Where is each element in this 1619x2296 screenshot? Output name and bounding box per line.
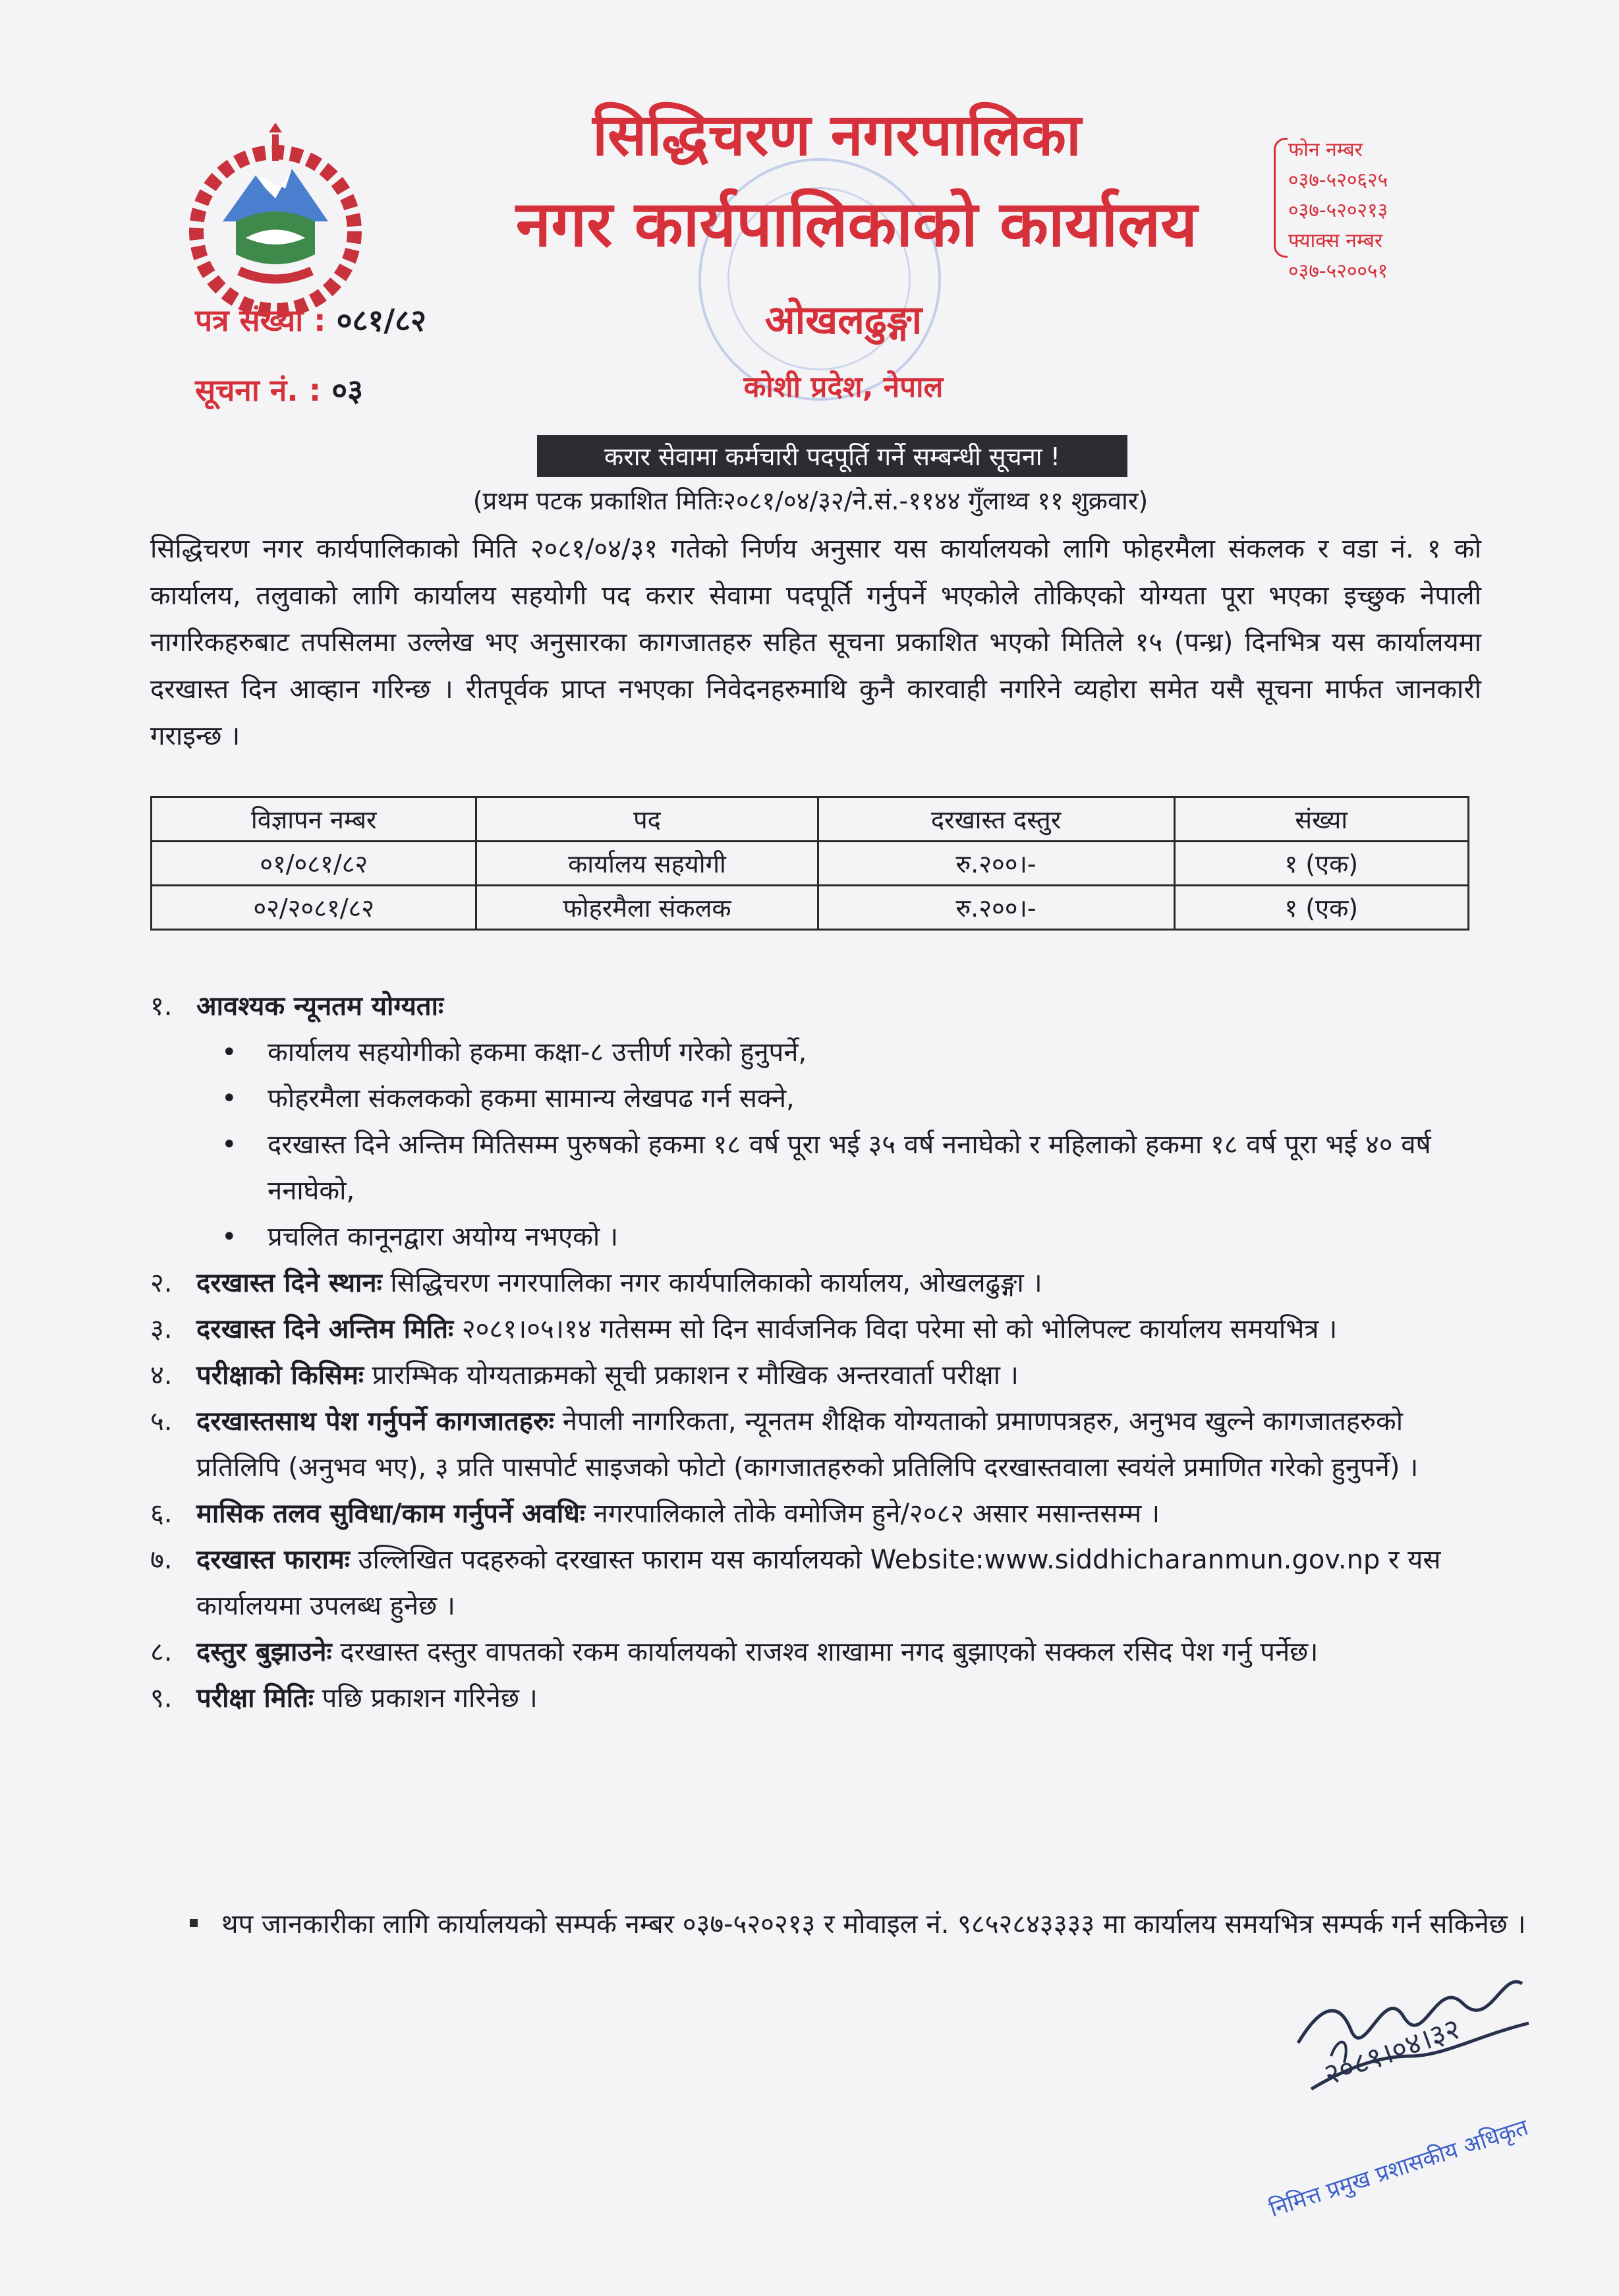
fax-number: ०३७-५२००५१ bbox=[1288, 260, 1388, 283]
office-location: ओखलढुङ्गा bbox=[764, 297, 923, 343]
notice-title-bar bbox=[537, 435, 1127, 477]
letter-number bbox=[195, 301, 426, 340]
table-header-row bbox=[152, 797, 1469, 842]
letter-number-label: पत्र संख्या : bbox=[195, 302, 326, 338]
header-count: संख्या bbox=[1174, 797, 1469, 842]
contact-footnote bbox=[185, 1901, 1533, 1948]
cell-count: १ (एक) bbox=[1174, 886, 1469, 930]
requirement-text: पछि प्रकाशन गरिनेछ । bbox=[322, 1683, 538, 1713]
requirement-number: ७. bbox=[150, 1545, 173, 1575]
header-post: पद bbox=[476, 797, 818, 842]
requirement-heading: दरखास्त दिने स्थानः bbox=[196, 1268, 382, 1298]
header-advert-number: विज्ञापन नम्बर bbox=[152, 797, 476, 842]
requirement-heading: परीक्षा मितिः bbox=[196, 1683, 314, 1713]
cell-advert-number: ०१/०८१/८२ bbox=[152, 842, 476, 886]
square-bullet-icon bbox=[190, 1919, 198, 1927]
table-row bbox=[152, 886, 1469, 930]
requirement-number: ३. bbox=[150, 1314, 173, 1344]
requirement-1 bbox=[150, 983, 1494, 1260]
cell-fee: रु.२००।- bbox=[818, 886, 1174, 930]
header-fee: दरखास्त दस्तुर bbox=[818, 797, 1174, 842]
vacancy-table bbox=[150, 796, 1469, 931]
requirement-number: २. bbox=[150, 1268, 173, 1298]
notice-number-value: ०३ bbox=[331, 372, 364, 408]
signing-authority: निमित्त प्रमुख प्रशासकीय अधिकृत bbox=[1266, 2113, 1532, 2223]
notice-number-label: सूचना नं. : bbox=[195, 372, 322, 408]
requirement-number: १. bbox=[150, 991, 173, 1021]
requirement-2 bbox=[150, 1260, 1494, 1306]
notice-paragraph: सिद्धिचरण नगर कार्यपालिकाको मिति २०८१/०४/३१ गतेको निर्णय अनुसार यस कार्यालयको लागि फोहरमैला संकलक र वडा नं. १ को कार्यालय, तलुवाको लागि कार्यालय सहयोगी पद करार सेवामा पदपूर्ति गर्नुपर्ने भएकोले तोकिएको योग्यता पूरा भएका इच्छुक नेपाली नागरिकहरुबाट तपसिलमा उल्लेख भए अनुसारका कागजातहरु सहित सूचना प्रकाशित भएको मितिले १५ (पन्ध्र) दिनभित्र यस कार्यालयमा दरखास्त दिन आव्हान गरिन्छ । रीतपूर्वक प्राप्त नभएका निवेदनहरुमाथि कुनै कारवाही नगरिने व्यहोरा समेत यसै सूचना मार्फत जानकारी गराइन्छ । bbox=[150, 534, 1481, 751]
requirement-text: नगरपालिकाले तोके वमोजिम हुने/२०८२ असार मसान्तसम्म । bbox=[593, 1499, 1160, 1529]
requirement-number: ९. bbox=[150, 1683, 173, 1713]
requirement-7 bbox=[150, 1537, 1494, 1629]
requirement-4 bbox=[150, 1352, 1494, 1398]
cell-post: कार्यालय सहयोगी bbox=[476, 842, 818, 886]
footnote-text: थप जानकारीका लागि कार्यालयको सम्पर्क नम्बर ०३७-५२०२१३ र मोवाइल नं. ९८५२८४३३३३ मा कार्यालय समयभित्र सम्पर्क गर्न सकिनेछ । bbox=[221, 1909, 1526, 1939]
notice-number bbox=[195, 370, 363, 410]
requirement-heading: दरखास्त फारामः bbox=[196, 1545, 350, 1575]
province-name: कोशी प्रदेश, नेपाल bbox=[743, 370, 944, 404]
list-item: • प्रचलित कानूनद्वारा अयोग्य नभएको । bbox=[268, 1214, 1494, 1260]
requirement-6 bbox=[150, 1491, 1494, 1537]
requirement-text: दरखास्त दस्तुर वापतको रकम कार्यालयको राजश्व शाखामा नगद बुझाएको सक्कल रसिद पेश गर्नु पर्नेछ। bbox=[340, 1637, 1319, 1667]
published-date: (प्रथम पटक प्रकाशित मितिः२०८१/०४/३२/ने.सं.-११४४ गुँलाथ्व ११ शुक्रवार) bbox=[472, 486, 1149, 515]
cell-count: १ (एक) bbox=[1174, 842, 1469, 886]
requirement-5 bbox=[150, 1398, 1494, 1491]
requirement-number: ४. bbox=[150, 1360, 173, 1391]
requirement-number: ६. bbox=[150, 1499, 173, 1529]
requirement-number: ८. bbox=[150, 1637, 173, 1667]
notice-title: करार सेवामा कर्मचारी पदपूर्ति गर्ने सम्बन्धी सूचना ! bbox=[604, 442, 1060, 471]
cell-fee: रु.२००।- bbox=[818, 842, 1174, 886]
requirement-heading: परीक्षाको किसिमः bbox=[196, 1360, 364, 1391]
requirement-text: नेपाली नागरिकता, न्यूनतम शैक्षिक योग्यताको प्रमाणपत्रहरु, अनुभव खुल्ने कागजातहरुको प्रतिलिपि (अनुभव भए), ३ प्रति पासपोर्ट साइजको फोटो (कागजातहरुको प्रतिलिपि दरखास्तवाला स्वयंले प्रमाणित गरेको हुनुपर्ने) । bbox=[196, 1406, 1419, 1483]
requirement-8 bbox=[150, 1629, 1494, 1675]
contact-block bbox=[1288, 135, 1512, 287]
requirement-number: ५. bbox=[150, 1406, 173, 1437]
phone-number-2: ०३७-५२०२१३ bbox=[1288, 199, 1388, 222]
requirement-heading: दरखास्तसाथ पेश गर्नुपर्ने कागजातहरुः bbox=[196, 1406, 555, 1437]
requirement-heading: दस्तुर बुझाउनेः bbox=[196, 1637, 332, 1667]
requirements-list bbox=[150, 983, 1494, 1721]
qualification-bullets bbox=[196, 1029, 1494, 1260]
list-item: • फोहरमैला संकलकको हकमा सामान्य लेखपढ गर्न सक्ने, bbox=[268, 1076, 1494, 1122]
nepal-emblem-icon bbox=[177, 123, 374, 320]
list-item: • कार्यालय सहयोगीको हकमा कक्षा-८ उत्तीर्ण गरेको हुनुपर्ने, bbox=[268, 1029, 1494, 1076]
list-item: • दरखास्त दिने अन्तिम मितिसम्म पुरुषको हकमा १८ वर्ष पूरा भई ३५ वर्ष ननाघेको र महिलाको हकमा १८ वर्ष पूरा भई ४० वर्ष ननाघेको, bbox=[268, 1122, 1494, 1214]
requirement-9 bbox=[150, 1675, 1494, 1721]
organization-name: सिद्धिचरण नगरपालिका bbox=[592, 101, 1081, 169]
cell-advert-number: ०२/२०८१/८२ bbox=[152, 886, 476, 930]
phone-number-1: ०३७-५२०६२५ bbox=[1288, 169, 1388, 192]
office-name: नगर कार्यपालिकाको कार्यालय bbox=[515, 187, 1198, 261]
requirement-text: २०८१।०५।१४ गतेसम्म सो दिन सार्वजनिक विदा परेमा सो को भोलिपल्ट कार्यालय समयभित्र । bbox=[461, 1314, 1338, 1344]
signature-date: २०८१।०४।३२ bbox=[1319, 2011, 1465, 2092]
phone-label: फोन नम्बर bbox=[1288, 138, 1363, 161]
requirement-heading: दरखास्त दिने अन्तिम मितिः bbox=[196, 1314, 454, 1344]
cell-post: फोहरमैला संकलक bbox=[476, 886, 818, 930]
requirement-heading: आवश्यक न्यूनतम योग्यताः bbox=[196, 991, 444, 1021]
brace-decoration bbox=[1274, 138, 1288, 258]
requirement-text: प्रारम्भिक योग्यताक्रमको सूची प्रकाशन र मौखिक अन्तरवार्ता परीक्षा । bbox=[372, 1360, 1019, 1391]
letter-number-value: ०८१/८२ bbox=[336, 302, 426, 338]
requirement-text: सिद्धिचरण नगरपालिका नगर कार्यपालिकाको कार्यालय, ओखलढुङ्गा । bbox=[390, 1268, 1042, 1298]
requirement-heading: मासिक तलव सुविधा/काम गर्नुपर्ने अवधिः bbox=[196, 1499, 585, 1529]
requirement-text: उल्लिखित पदहरुको दरखास्त फाराम यस कार्यालयको Website:www.siddhicharanmun.gov.np र यस कार्यालयमा उपलब्ध हुनेछ । bbox=[196, 1545, 1441, 1621]
table-row bbox=[152, 842, 1469, 886]
fax-label: फ्याक्स नम्बर bbox=[1288, 229, 1383, 252]
requirement-3 bbox=[150, 1306, 1494, 1352]
